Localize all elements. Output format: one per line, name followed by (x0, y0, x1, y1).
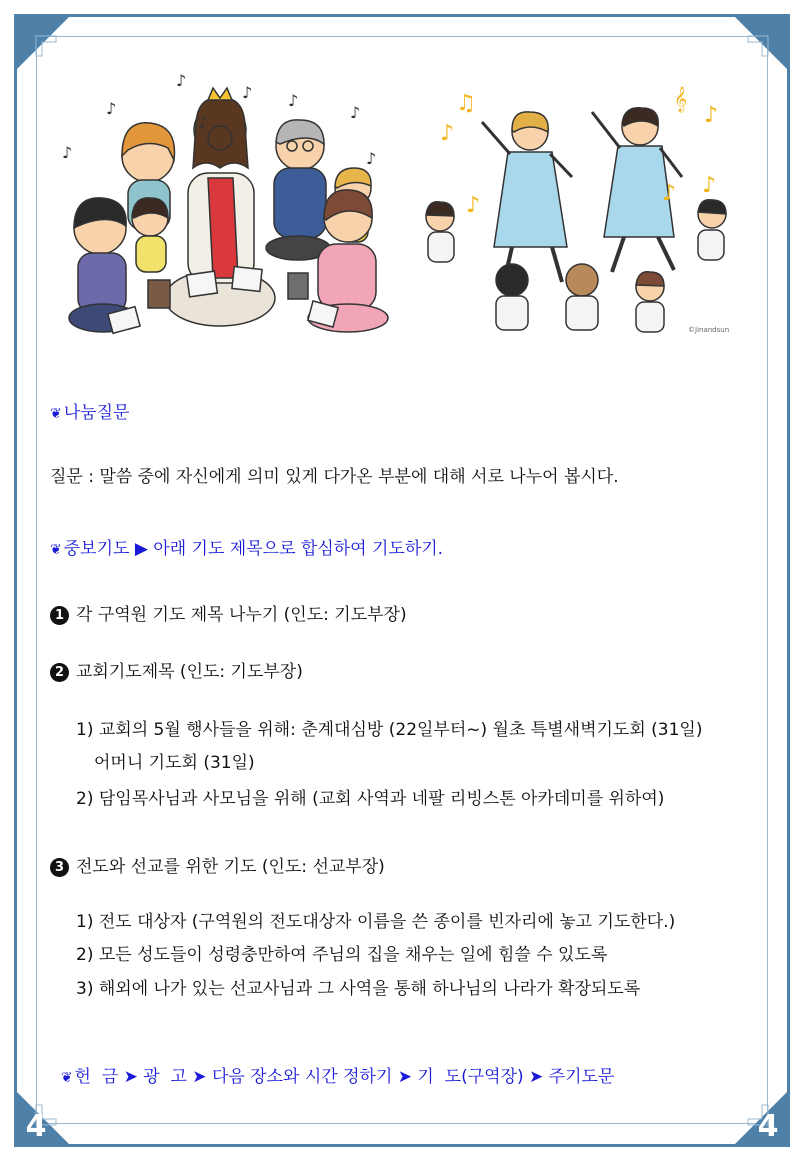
intercession-heading-text: 중보기도 ▶ 아래 기도 제목으로 합심하여 기도하기. (63, 539, 444, 559)
page-number: 4 (25, 1109, 47, 1144)
number-badge: 3 (50, 858, 69, 877)
heart-bullet-icon: ❦ (60, 1070, 73, 1086)
svg-text:♪: ♪ (704, 103, 719, 128)
share-question: 질문 : 말씀 중에 자신에게 의미 있게 다가온 부분에 대해 서로 나누어 봅시다. (50, 467, 619, 487)
svg-text:♪: ♪ (62, 143, 73, 162)
svg-text:♪: ♪ (662, 181, 677, 206)
prayer-item-3-sub: 1) 전도 대상자 (구역원의 전도대상자 이름을 쓴 종이를 빈자리에 놓고 기도한다.) (76, 912, 676, 932)
praise-team-illustration (412, 82, 742, 340)
svg-text:♪: ♪ (350, 103, 361, 122)
page-number: 4 (757, 1109, 779, 1144)
svg-text:♪: ♪ (106, 99, 117, 118)
prayer-item-3-sub: 2) 모든 성도들이 성령충만하여 주님의 집을 채우는 일에 힘쓸 수 있도록 (76, 945, 608, 965)
service-order (50, 1042, 614, 1087)
svg-text:♪: ♪ (466, 193, 481, 218)
service-order-text: 헌 금 ➤ 광 고 ➤ 다음 장소와 시간 정하기 ➤ 기 도(구역장) ➤ 주기도문 (74, 1067, 615, 1087)
illustration-credit: ©Jinandsun (688, 326, 730, 334)
prayer-item-1-text: 각 구역원 기도 제목 나누기 (인도: 기도부장) (76, 605, 407, 625)
svg-text:♪: ♪ (198, 113, 209, 132)
corner-ornament (14, 14, 72, 72)
svg-text:𝄞: 𝄞 (674, 87, 688, 112)
prayer-item-3-sub: 3) 해외에 나가 있는 선교사님과 그 사역을 통해 하나님의 나라가 확장되도록 (76, 979, 641, 999)
share-heading-text: 나눔질문 (63, 403, 130, 423)
svg-text:♪: ♪ (440, 121, 455, 146)
prayer-item-2-sub: 1) 교회의 5월 행사들을 위해: 춘계대심방 (22일부터~) 월초 특별새벽기도회 (31일) (76, 720, 703, 740)
svg-text:♪: ♪ (288, 91, 299, 110)
share-heading (50, 398, 129, 423)
prayer-item-1 (50, 600, 407, 625)
corner-ornament (732, 14, 790, 72)
heart-bullet-icon: ❦ (50, 406, 62, 422)
svg-text:♪: ♪ (366, 149, 377, 168)
prayer-item-3-text: 전도와 선교를 위한 기도 (인도: 선교부장) (76, 857, 385, 877)
number-badge: 1 (50, 606, 69, 625)
svg-text:♫: ♫ (456, 91, 476, 116)
svg-text:♪: ♪ (176, 71, 187, 90)
svg-text:♪: ♪ (702, 173, 717, 198)
prayer-item-2-text: 교회기도제목 (인도: 기도부장) (76, 662, 303, 682)
intercession-heading (50, 534, 443, 559)
prayer-item-2-sub: 2) 담임목사님과 사모님을 위해 (교회 사역과 네팔 리빙스톤 아카데미를 위하여) (76, 789, 665, 809)
prayer-item-2 (50, 657, 303, 682)
heart-bullet-icon: ❦ (50, 542, 62, 558)
prayer-item-3 (50, 852, 385, 877)
svg-text:♪: ♪ (242, 83, 253, 102)
number-badge: 2 (50, 663, 69, 682)
worship-group-illustration (48, 68, 393, 343)
prayer-item-2-sub: 어머니 기도회 (31일) (94, 753, 255, 773)
